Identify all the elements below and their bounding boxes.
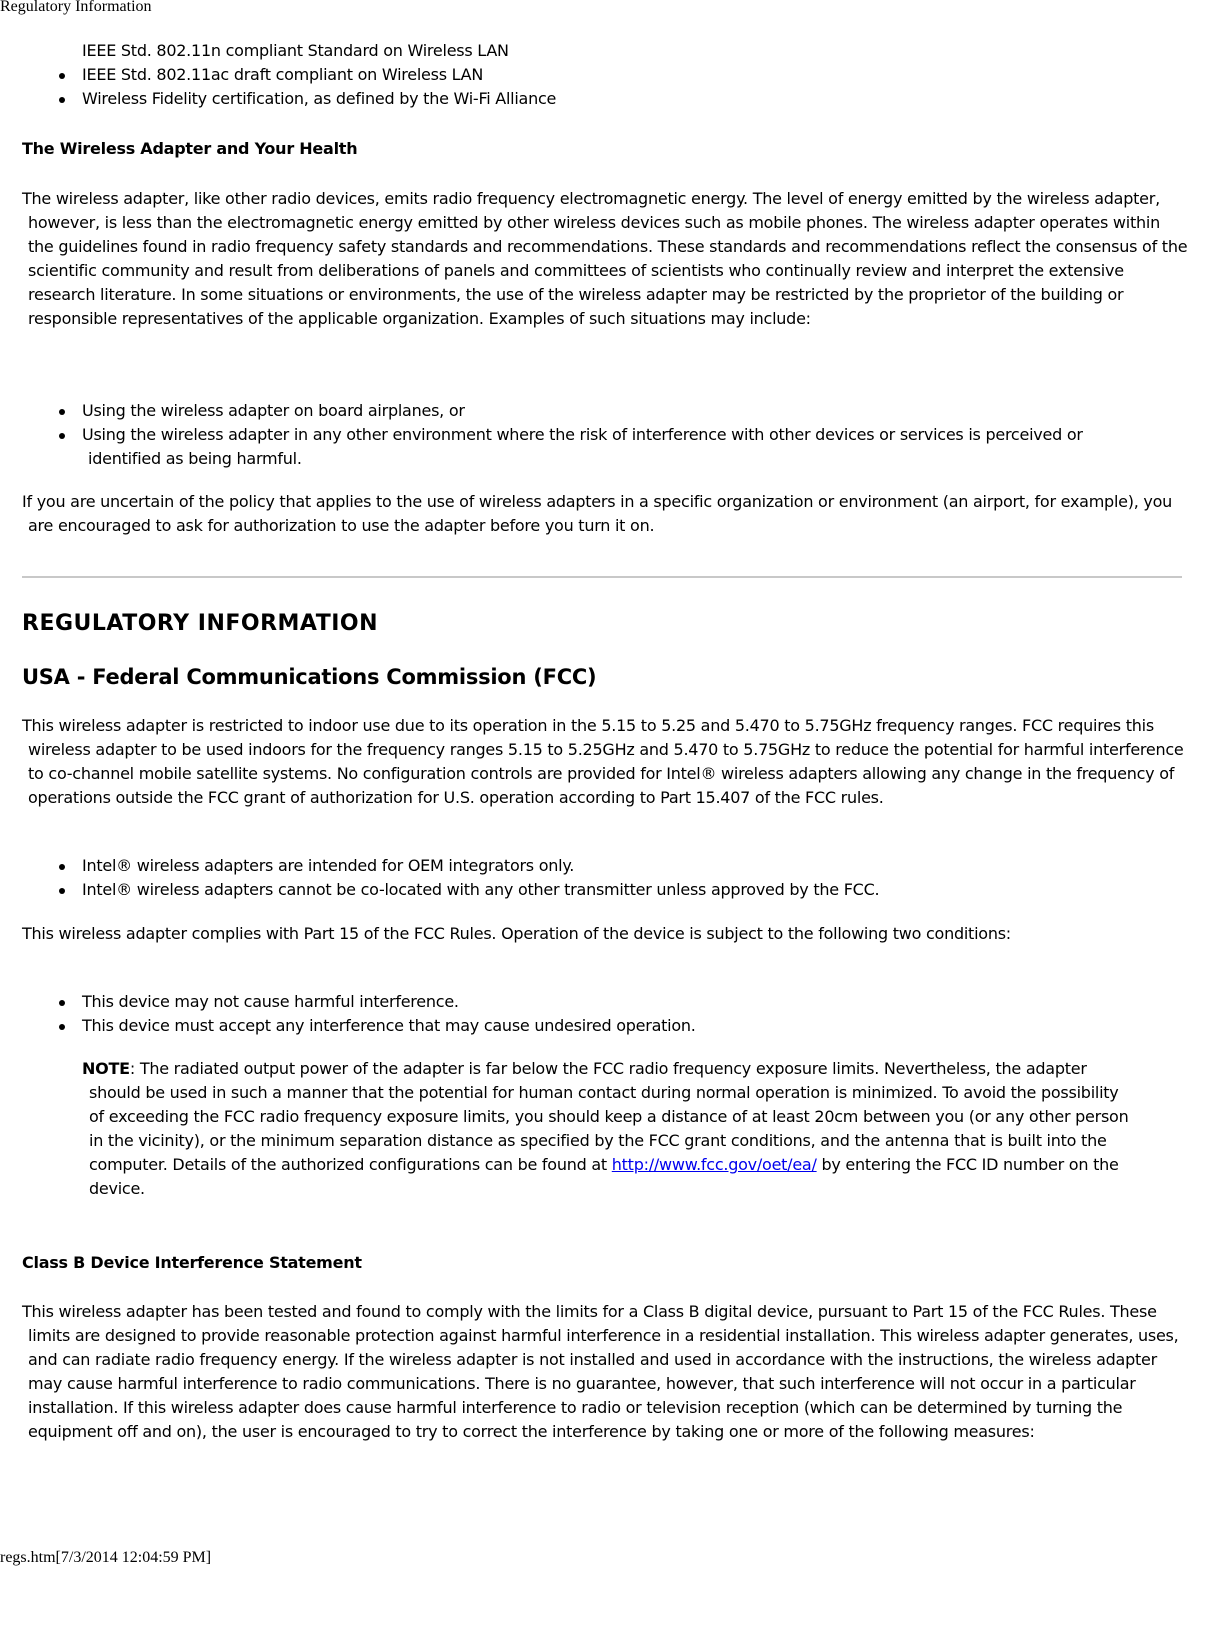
fcc-paragraph: This wireless adapter is restricted to indoor use due to its operation in the 5.15 to 5.25 and 5.470 to 5.75GHz frequency ranges. FCC requires this wireless adapter to be used indoors for the frequency ranges 5.15 to 5.25GHz and 5.470 to 5.75GHz to reduce the potential for harmful interference to co-channel mobile satellite systems. No configuration controls are provided for Intel® wireless adapters allowing any change in the frequency of operations outside the FCC grant of authorization for U.S. operation according to Part 15.407 of the FCC rules. bbox=[22, 716, 1184, 807]
list-item-text: Intel® wireless adapters cannot be co-located with any other transmitter unless approved by the FCC. bbox=[82, 880, 880, 899]
list-item bbox=[22, 878, 1122, 902]
note-text: : The radiated output power of the adapter is far below the FCC radio frequency exposure limits. Nevertheless, the adapter should be used in such a manner that the potential for human contact during normal operation is minimized. To avoid the possibility of exceeding the FCC radio frequency exposure limits, you should keep a distance of at least 20cm between you (or any other person in the vicinity), or the minimum separation distance as specified by the FCC grant conditions, and the antenna that is built into the computer. Details of the authorized configurations can be found at bbox=[89, 1059, 1129, 1174]
list-item bbox=[22, 87, 1122, 111]
list-item-text: IEEE Std. 802.11ac draft compliant on Wireless LAN bbox=[82, 65, 484, 84]
health-paragraph: The wireless adapter, like other radio devices, emits radio frequency electromagnetic energy. The level of energy emitted by the wireless adapter, however, is less than the electromagnetic energy emitted by other wireless devices such as mobile phones. The wireless adapter operates within the guidelines found in radio frequency safety standards and recommendations. These standards and recommendations reflect the consensus of the scientific community and result from deliberations of panels and committees of scientists who continually review and interpret the extensive research literature. In some situations or environments, the use of the wireless adapter may be restricted by the proprietor of the building or responsible representatives of the applicable organization. Examples of such situations may include: bbox=[22, 189, 1188, 328]
list-item-text: Wireless Fidelity certification, as defined by the Wi-Fi Alliance bbox=[82, 89, 557, 108]
classb-paragraph: This wireless adapter has been tested and found to comply with the limits for a Class B digital device, pursuant to Part 15 of the FCC Rules. These limits are designed to provide reasonable protection against harmful interference in a residential installation. This wireless adapter generates, uses, and can radiate radio frequency energy. If the wireless adapter is not installed and used in accordance with the instructions, the wireless adapter may cause harmful interference to radio communications. There is no guarantee, however, that such interference will not occur in a particular installation. If this wireless adapter does cause harmful interference to radio or television reception (which can be determined by turning the equipment off and on), the user is encouraged to try to correct the interference by taking one or more of the following measures: bbox=[22, 1302, 1179, 1441]
page-header: Regulatory Information bbox=[0, 0, 152, 15]
fcc-link[interactable]: http://www.fcc.gov/oet/ea/ bbox=[611, 1155, 817, 1174]
situations-list bbox=[22, 399, 1122, 471]
list-item-text: IEEE Std. 802.11n compliant Standard on Wireless LAN bbox=[82, 41, 509, 60]
list-item-text: This device must accept any interference that may cause undesired operation. bbox=[82, 1016, 696, 1035]
standards-list bbox=[22, 39, 1122, 111]
page-footer: regs.htm[7/3/2014 12:04:59 PM] bbox=[0, 1549, 212, 1566]
note-block bbox=[82, 1057, 1134, 1201]
list-item bbox=[22, 990, 1122, 1014]
list-item-text: Using the wireless adapter in any other environment where the risk of interference with other devices or services is perceived or identified as being harmful. bbox=[82, 425, 1083, 468]
list-item bbox=[22, 39, 1122, 63]
health-heading: The Wireless Adapter and Your Health bbox=[22, 139, 358, 158]
list-item bbox=[22, 1014, 1122, 1038]
part15-paragraph: This wireless adapter complies with Part 15 of the FCC Rules. Operation of the device is subject to the following two conditions: bbox=[22, 924, 1011, 943]
list-item bbox=[22, 854, 1122, 878]
list-item bbox=[22, 423, 1122, 471]
regulatory-title: REGULATORY INFORMATION bbox=[22, 611, 379, 636]
section-divider bbox=[22, 576, 1182, 578]
list-item-text: Using the wireless adapter on board airplanes, or bbox=[82, 401, 465, 420]
note-label: NOTE bbox=[82, 1059, 130, 1078]
list-item bbox=[22, 63, 1122, 87]
list-item-text: This device may not cause harmful interference. bbox=[82, 992, 459, 1011]
classb-heading: Class B Device Interference Statement bbox=[22, 1253, 362, 1272]
note-tail: by entering the FCC ID number on the device. bbox=[89, 1155, 1119, 1198]
policy-paragraph: If you are uncertain of the policy that applies to the use of wireless adapters in a specific organization or environment (an airport, for example), you are encouraged to ask for authorization to use the adapter before you turn it on. bbox=[22, 492, 1173, 535]
list-item bbox=[22, 399, 1122, 423]
list-item-text: Intel® wireless adapters are intended for OEM integrators only. bbox=[82, 856, 575, 875]
intel-list bbox=[22, 854, 1122, 902]
fcc-title: USA - Federal Communications Commission (FCC) bbox=[22, 665, 597, 689]
conditions-list bbox=[22, 990, 1122, 1038]
